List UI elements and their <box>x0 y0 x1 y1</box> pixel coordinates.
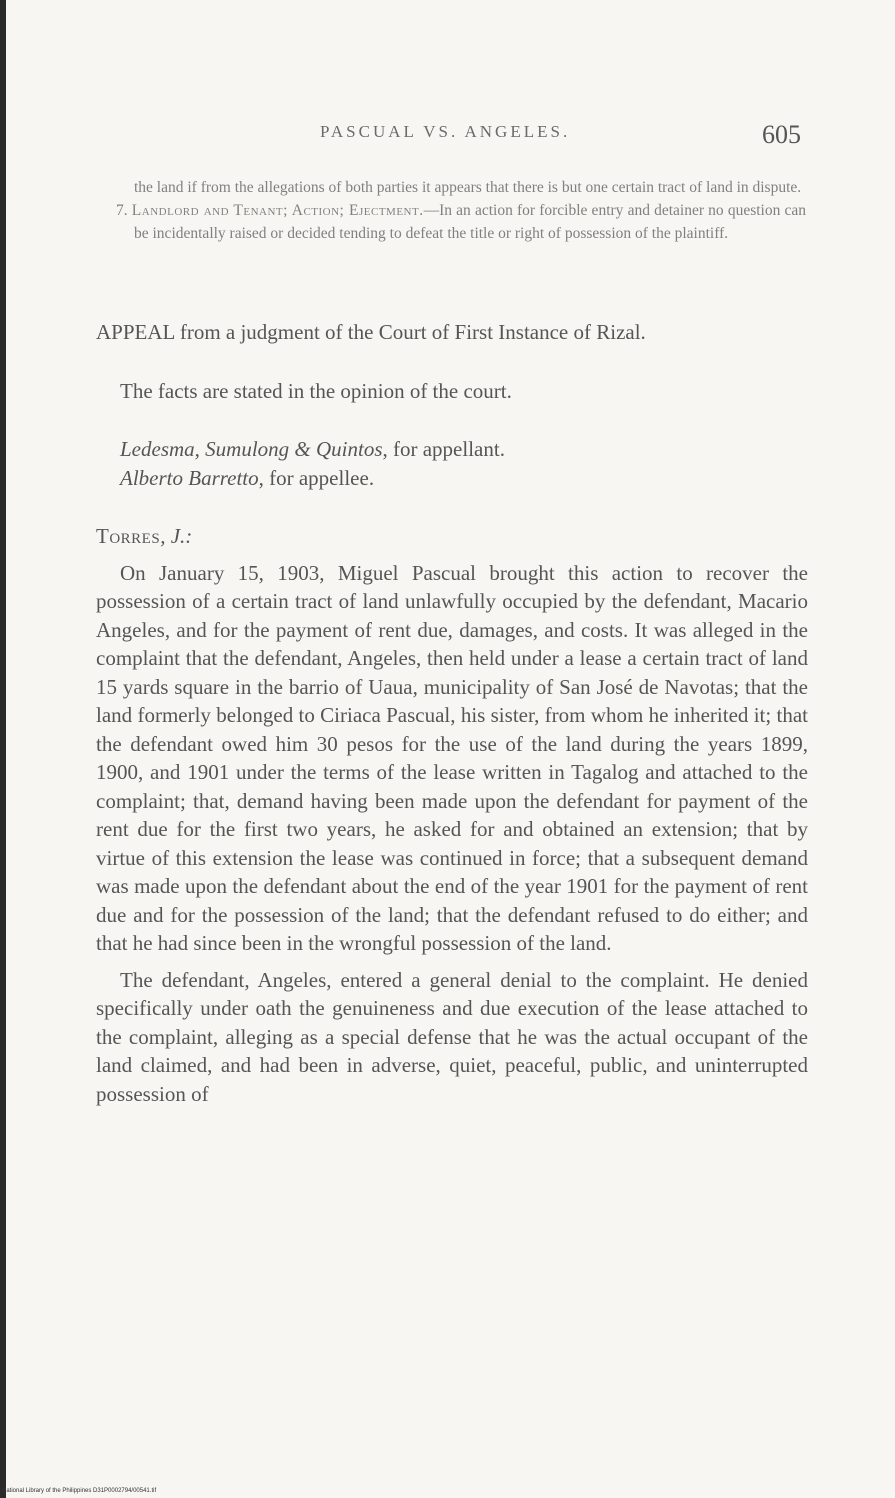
appellant-role: , for appellant. <box>382 437 505 461</box>
appellant-counsel-names: Ledesma, Sumulong & Quintos <box>120 437 383 461</box>
headnote-topic: Landlord and Tenant; Action; Ejectment. <box>131 202 424 219</box>
opinion-paragraph-2: The defendant, Angeles, entered a general denial to the complaint. He denied specifically under oath the genuineness and due execution of the lease attached to the complaint, alleging as a special defense that he was the actual occupant of the land claimed, and had been in adverse, quiet, peaceful, public, and uninterrupted possession of <box>96 967 808 1106</box>
running-title: PASCUAL VS. ANGELES. <box>320 122 571 141</box>
scan-credit-footer: National Library of the Philippines D31P0002794/00541.tif <box>2 1488 157 1494</box>
appellee-counsel-name: Alberto Barretto <box>120 465 259 490</box>
counsel-block <box>96 435 808 492</box>
judge-name: Torres <box>96 524 161 548</box>
headnote-7 <box>116 199 806 245</box>
appellant-counsel <box>120 435 808 464</box>
headnotes <box>116 176 806 245</box>
facts-statement: The facts are stated in the opinion of the court. <box>120 378 512 403</box>
headnote-text: —In an action for forcible entry and detainer no question can be incidentally raised or decided tending to defeat the title or right of possession of the plaintiff. <box>134 202 807 242</box>
judge-suffix: , J.: <box>160 524 193 548</box>
page-number: 605 <box>762 120 801 149</box>
appeal-lead: APPEAL <box>96 320 175 344</box>
judge-line <box>96 522 808 551</box>
appellee-counsel <box>120 464 808 493</box>
opinion-paragraph-1: On January 15, 1903, Miguel Pascual brought this action to recover the possession of a certain tract of land unlawfully occupied by the defendant, Macario Angeles, and for the payment of rent due, damages, and costs. It was alleged in the complaint that the defendant, Angeles, then held under a lease a certain tract of land 15 yards square in the barrio of Uaua, municipality of San José de Navotas; that the land formerly belonged to Ciriaca Pascual, his sister, from whom he inherited it; that the defendant owed him 30 pesos for the use of the land during the years 1899, 1900, and 1901 under the terms of the lease written in Tagalog and attached to the complaint; that, demand having been made upon the defendant for payment of the rent due for the first two years, he asked for and obtained an extension; that by virtue of this extension the lease was continued in force; that a subsequent demand was made upon the defendant about the end of the year 1901 for the payment of rent due and for the possession of the land; that the defendant refused to do either; and that he had since been in the wrongful possession of the land. <box>96 560 808 955</box>
book-spine-shadow <box>0 0 6 1498</box>
headnote-number: 7. <box>116 202 128 219</box>
headnote-continuation: the land if from the allegations of both parties it appears that there is but one certain tract of land in dispute. <box>134 179 802 196</box>
appeal-text: from a judgment of the Court of First Instance of Rizal. <box>174 320 646 344</box>
appeal-line <box>96 318 808 347</box>
body-text <box>96 318 808 1108</box>
appellee-role: , for appellee. <box>258 465 375 490</box>
